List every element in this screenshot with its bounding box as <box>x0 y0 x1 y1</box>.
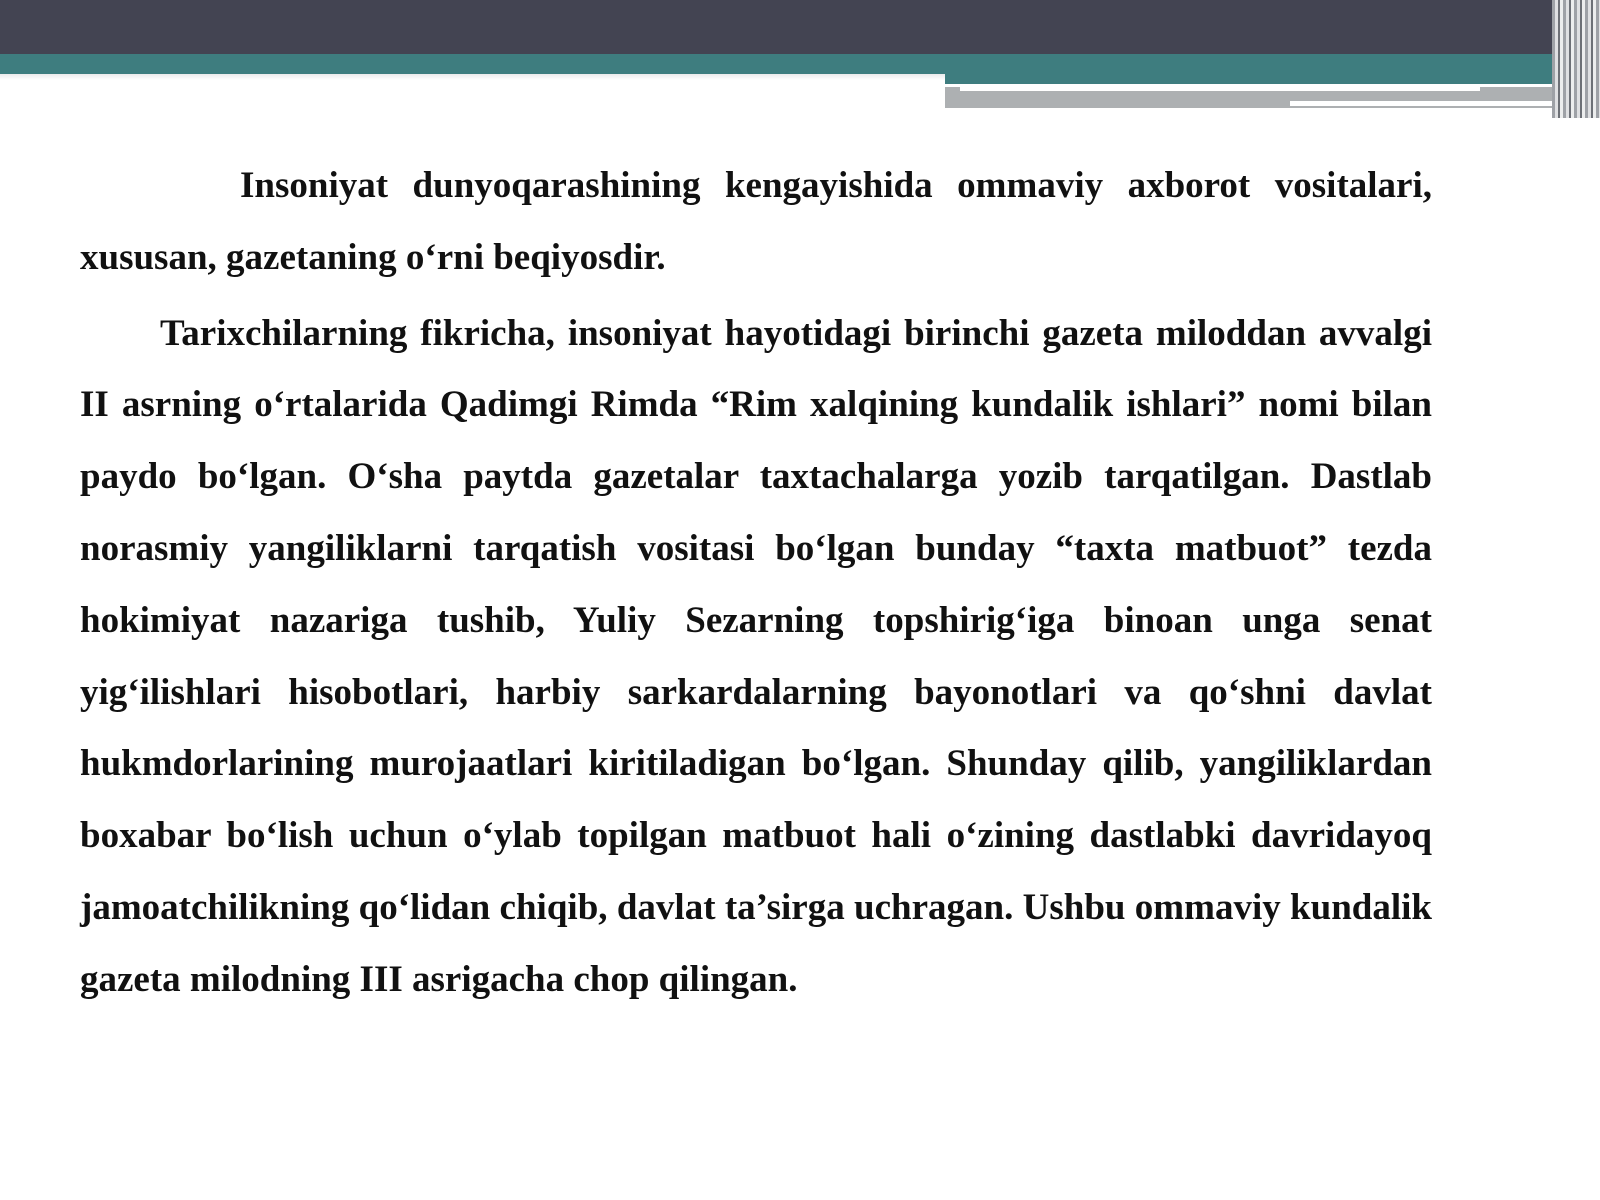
paragraph-history: Tarixchilarning fikricha, insoniyat hayotidagi birinchi gazeta miloddan avvalgi II asrning o‘rtalarida Qadimgi Rimda “Rim xalqining kundalik ishlari” nomi bilan paydo bo‘lgan. O‘sha paytda gazetalar taxtachalarga yozib tarqatilgan. Dastlab norasmiy yangiliklarni tarqatish vositasi bo‘lgan bunday “taxta matbuot” tezda hokimiyat nazariga tushib, Yuliy Sezarning topshirig‘iga binoan unga senat yig‘ilishlari hisobotlari, harbiy sarkardalarning bayonotlari va qo‘shni davlat hukmdorlarining murojaatlari kiritiladigan bo‘lgan. Shunday qilib, yangiliklardan boxabar bo‘lish uchun o‘ylab topilgan matbuot hali o‘zining dastlabki davridayoq jamoatchilikning qo‘lidan chiqib, davlat ta’sirga uchragan. Ushbu ommaviy kundalik gazeta milodning III asrigacha chop qilingan. <box>80 312 1432 1000</box>
slide-accent-teal-block <box>945 54 1555 84</box>
slide-body-text <box>80 150 1432 1016</box>
paragraph-intro: Insoniyat dunyoqarashining kengayishida ommaviy axborot vositalari, xususan, gazetaning o‘rni beqiyosdir. <box>80 165 1432 278</box>
slide-header-band <box>0 0 1600 54</box>
slide-corner-stripes <box>1552 0 1600 118</box>
slide-accent-line-lower <box>1290 101 1575 106</box>
slide-accent-line <box>960 87 1480 91</box>
